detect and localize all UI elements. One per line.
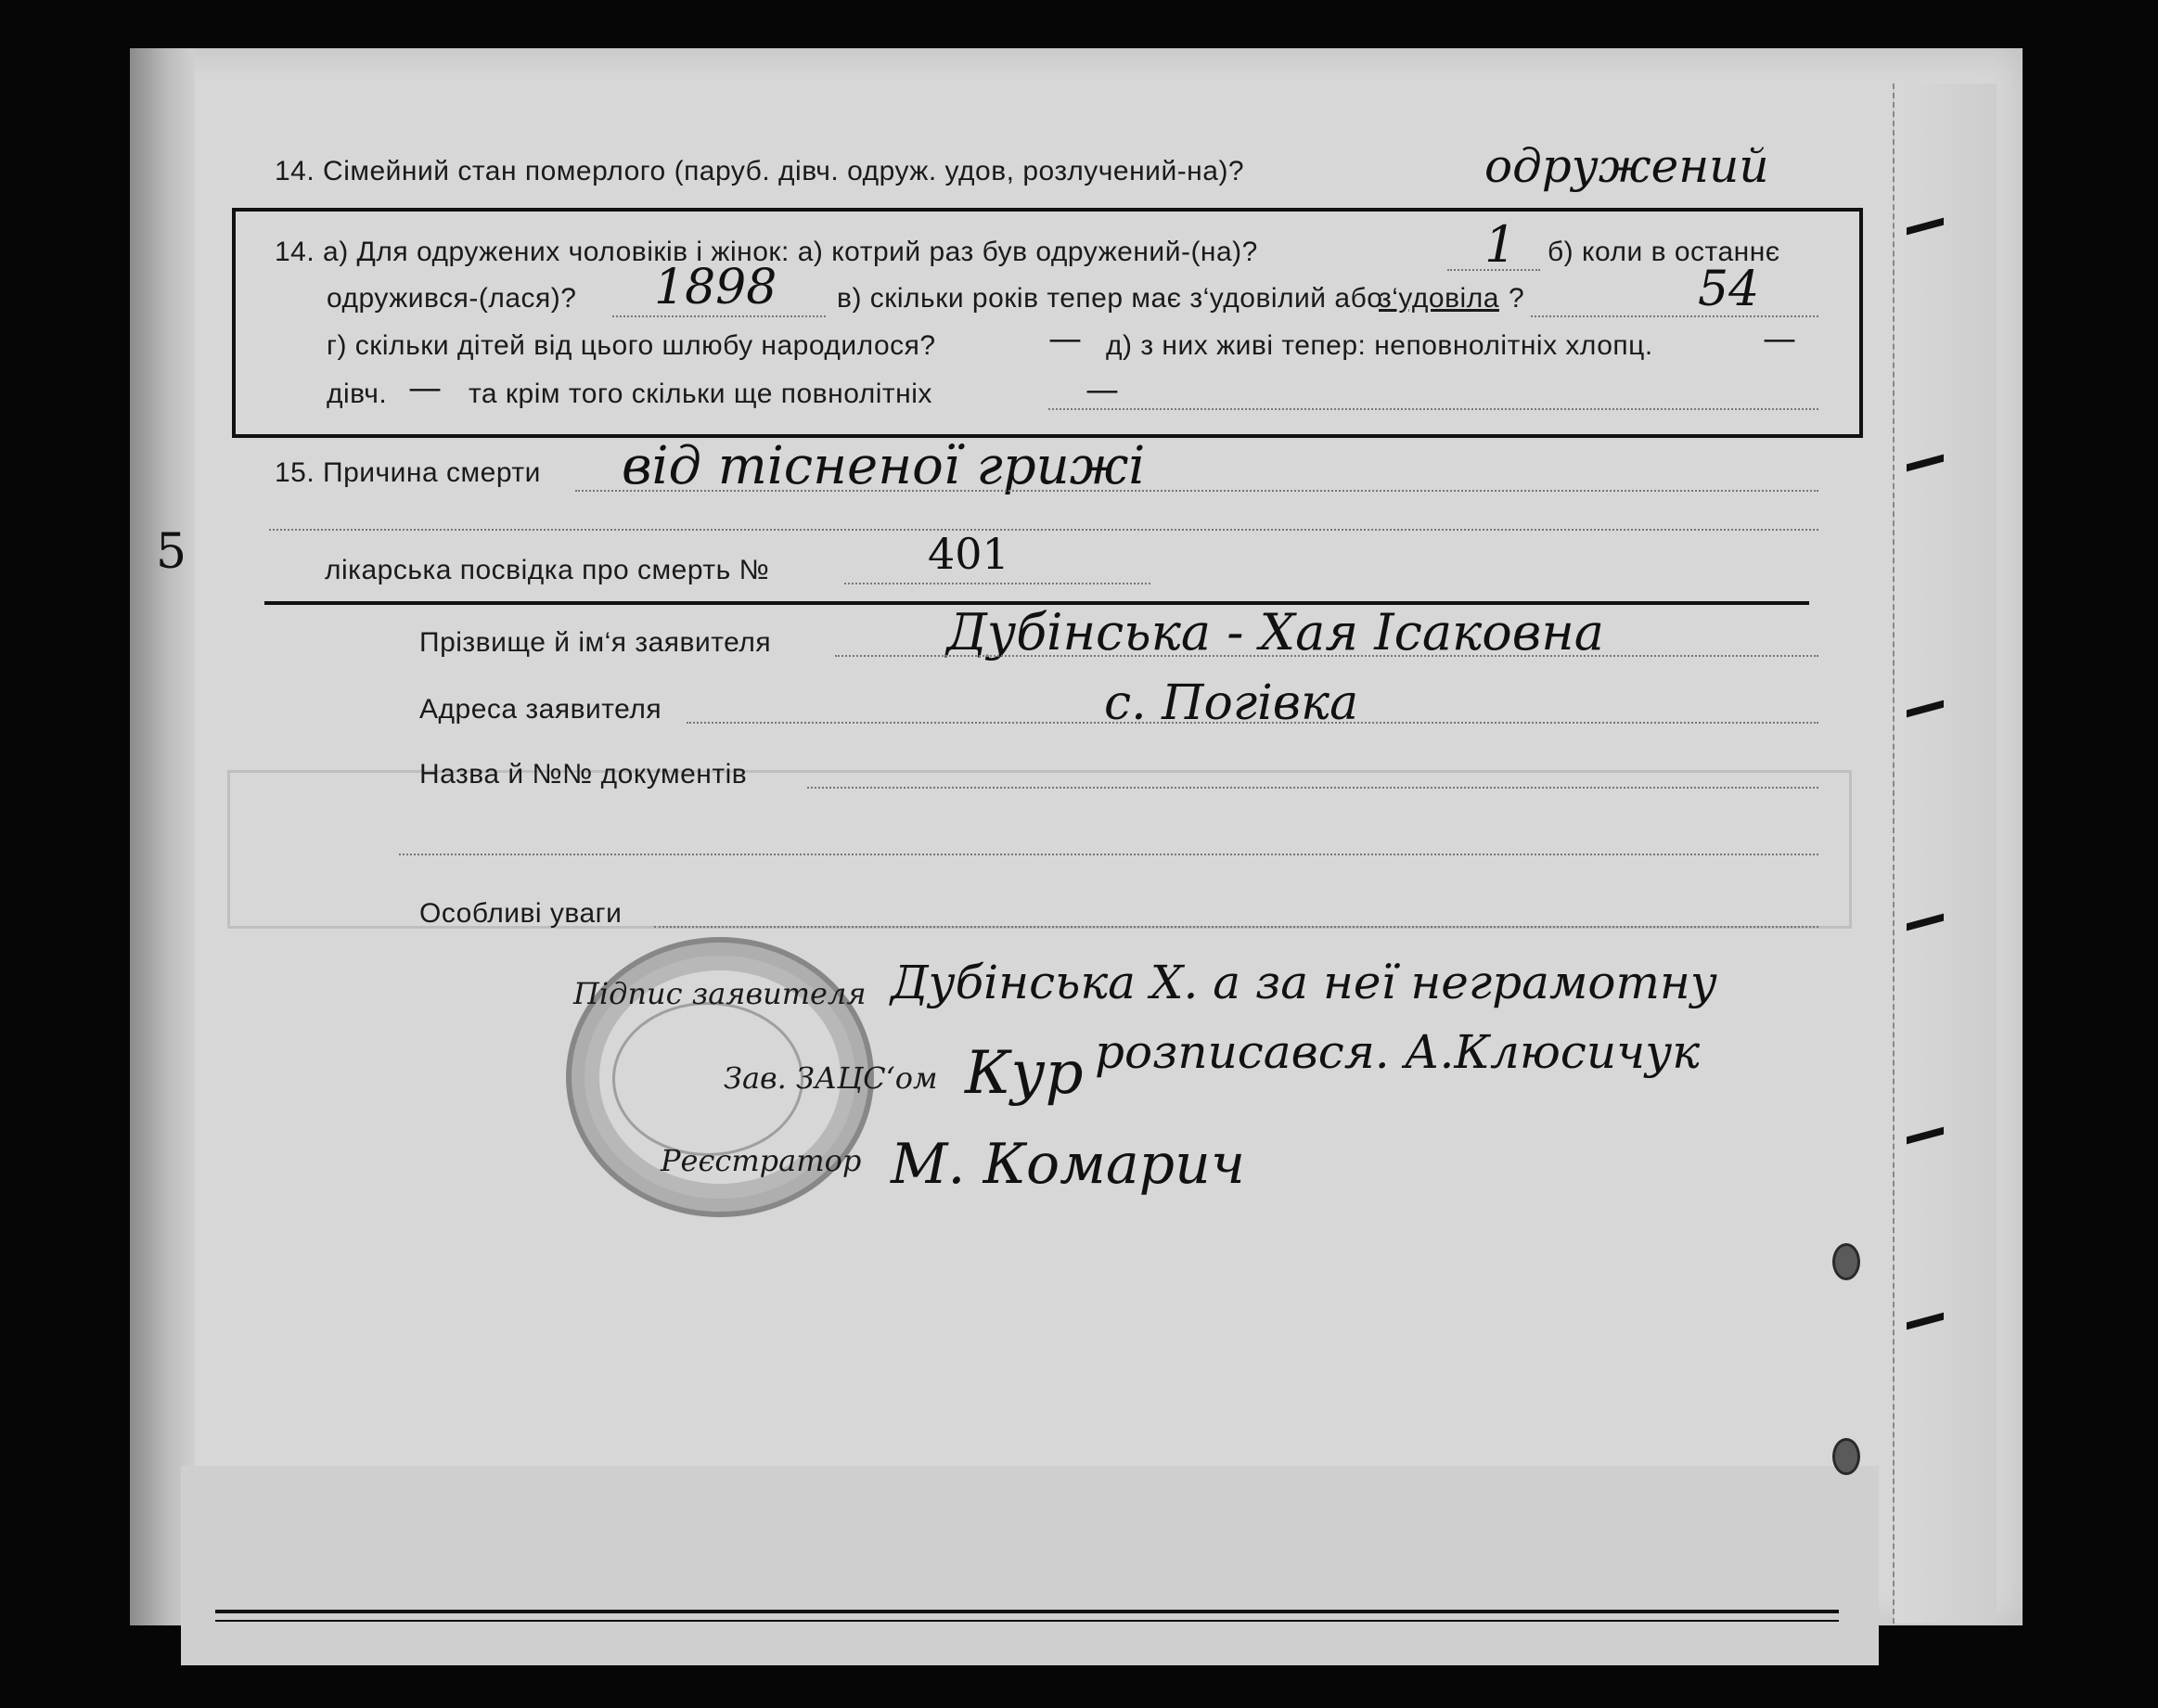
q14-girls-label: дівч.	[327, 379, 388, 409]
applicant-signature-line2: розписався. А.Клюсичук	[1095, 1025, 1701, 1079]
registrar-label: Реєстратор	[661, 1143, 862, 1178]
q14-adults-dotted-line	[1048, 408, 1818, 410]
q15-dotted-line	[575, 490, 1818, 492]
q14b-continued: одружився-(лася)?	[327, 283, 577, 314]
q14b-answer: 1898	[654, 260, 777, 315]
q14v-qmark: ?	[1509, 283, 1525, 314]
q14-girls-answer: —	[408, 369, 442, 407]
q14-adults-answer: —	[1085, 371, 1119, 409]
cert-label: лікарська посвідка про смерть №	[325, 555, 770, 585]
q14a-dotted-line	[1447, 269, 1540, 271]
q14a-answer: 1	[1484, 215, 1517, 274]
applicant-address-answer: с. Погівка	[1104, 675, 1359, 731]
registrar-signature: М. Комарич	[891, 1132, 1246, 1197]
q14-adults-label: та крім того скільки ще повнолітніх	[469, 379, 932, 409]
applicant-name-label: Прізвище й ім‘я заявителя	[419, 627, 772, 658]
backing-sheet	[181, 1466, 1879, 1665]
cert-answer: 401	[928, 529, 1009, 579]
q14d-label: д) з них живі тепер: неповнолітніх хлопц.	[1106, 330, 1653, 361]
q14v-answer: 54	[1698, 262, 1760, 317]
perforated-strip	[1893, 83, 1997, 1624]
documents-dotted-line	[807, 787, 1818, 789]
q14v-label: в) скільки років тепер має з‘удовілий або	[837, 283, 1383, 314]
bottom-rule	[215, 1610, 1839, 1613]
q14g-label: г) скільки дітей від цього шлюбу народилося?	[327, 330, 936, 361]
applicant-name-answer: Дубінська - Хая Ісаковна	[946, 603, 1604, 661]
documents-dotted-line-2	[399, 854, 1818, 855]
head-label: Зав. ЗАЦС‘ом	[724, 1060, 938, 1096]
cert-dotted-line	[844, 583, 1150, 584]
applicant-address-dotted-line	[687, 722, 1818, 724]
q14b-label: б) коли в останнє	[1548, 237, 1780, 267]
q14b-dotted-line	[612, 315, 826, 317]
notes-label: Особливі уваги	[419, 898, 623, 929]
q14v-dotted-line	[1531, 315, 1818, 317]
q14g-answer: —	[1048, 320, 1082, 358]
q15-label: 15. Причина смерти	[275, 457, 541, 488]
applicant-signature: Дубінська Х. а за неї неграмотну	[891, 956, 1717, 1009]
applicant-address-label: Адреса заявителя	[419, 694, 662, 725]
head-signature: Кур	[965, 1039, 1084, 1108]
applicant-name-dotted-line	[835, 655, 1818, 657]
documents-label: Назва й №№ документів	[419, 759, 748, 790]
q15-answer: від тісненої грижі	[622, 436, 1146, 496]
notes-dotted-line	[654, 926, 1818, 928]
q14-marital-label: 14. Сімейний стан померлого (паруб. дівч. одруж. удов, розлучений-на)?	[275, 156, 1245, 186]
q15-dotted-line-2	[269, 529, 1818, 531]
q14a-label: 14. а) Для одружених чоловіків і жінок: а) котрий раз був одружений-(на)?	[275, 237, 1258, 267]
punch-hole-icon	[1832, 1438, 1860, 1475]
applicant-signature-label: Підпис заявителя	[573, 976, 867, 1011]
margin-mark: 5	[156, 524, 187, 580]
punch-hole-icon	[1832, 1243, 1860, 1280]
bottom-rule-thin	[215, 1620, 1839, 1622]
q14d-answer: —	[1763, 320, 1796, 358]
binding-edge	[130, 48, 195, 1625]
q14-marital-answer: одружений	[1484, 139, 1769, 193]
q14v-underlined: з‘удовіла	[1379, 283, 1499, 314]
